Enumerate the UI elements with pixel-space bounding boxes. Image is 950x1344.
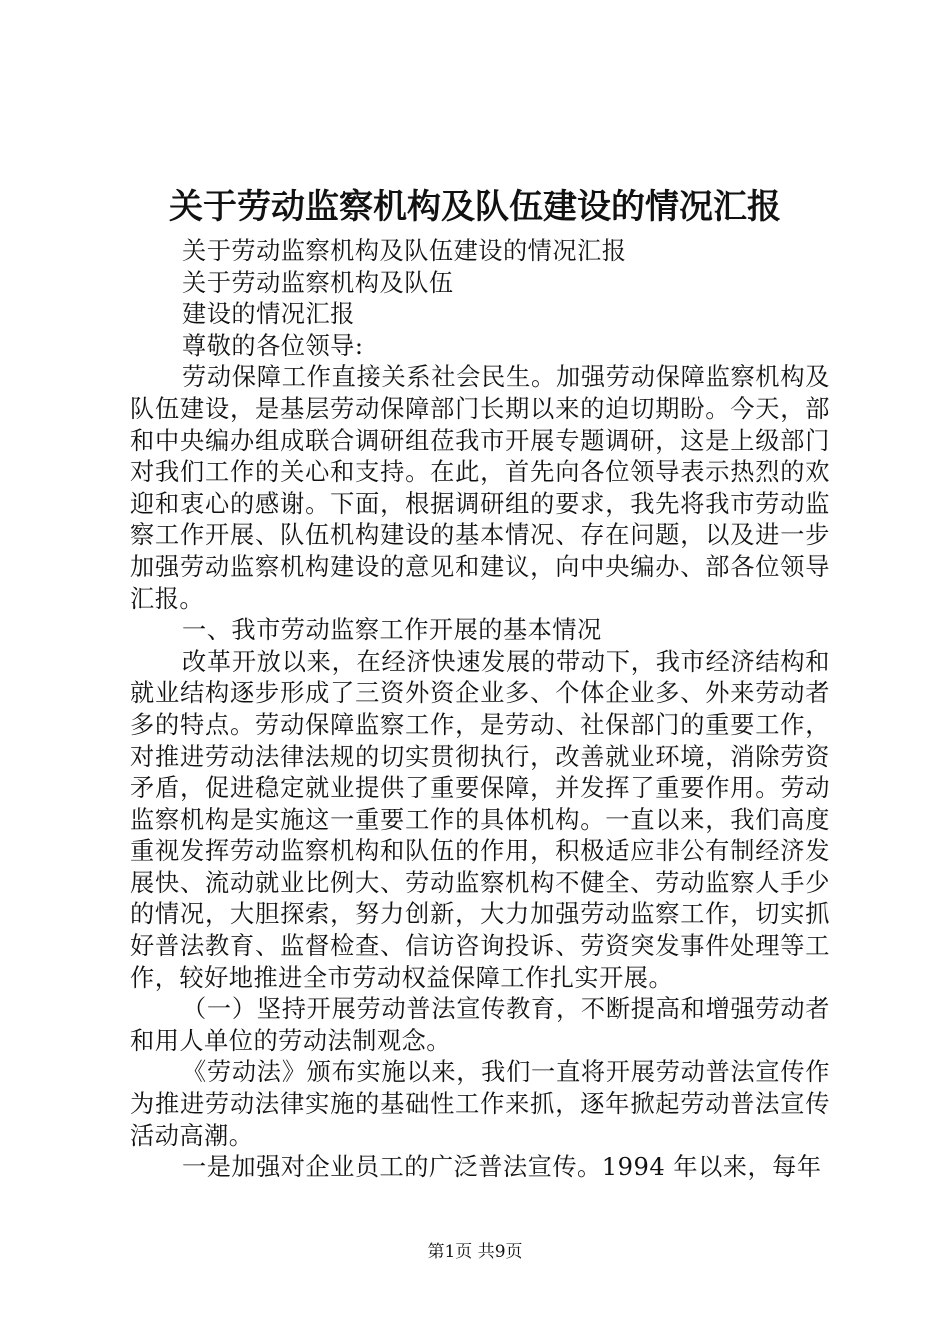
paragraph-salutation: 尊敬的各位领导: <box>182 331 364 360</box>
paragraph-heading-part-2: 建设的情况汇报 <box>182 300 355 329</box>
document-title: 关于劳动监察机构及队伍建设的情况汇报 <box>169 187 781 227</box>
paragraph-introduction: 劳动保障工作直接关系社会民生。加强劳动保障监察机构及队伍建设，是基层劳动保障部门长期以来的迫切期盼。今天，部和中央编办组成联合调研组莅我市开展专题调研，这是上级部门对我们工作的关心和支持。在此，首先向各位领导表示热烈的欢迎和衷心的感谢。下面，根据调研组的要求，我先将我市劳动监察工作开展、队伍机构建设的基本情况、存在问题，以及进一步加强劳动监察机构建设的意见和建议，向中央编办、部各位领导汇报。 <box>130 363 830 613</box>
paragraph-point-one: 一是加强对企业员工的广泛普法宣传。1994 年以来，每年 <box>182 1153 822 1182</box>
paragraph-labor-law: 《劳动法》颁布实施以来，我们一直将开展劳动普法宣传作为推进劳动法律实施的基础性工作来抓，逐年掀起劳动普法宣传活动高潮。 <box>130 1058 830 1150</box>
section-heading-1: 一、我市劳动监察工作开展的基本情况 <box>182 616 602 645</box>
paragraph-overview: 改革开放以来，在经济快速发展的带动下，我市经济结构和就业结构逐步形成了三资外资企业多、个体企业多、外来劳动者多的特点。劳动保障监察工作，是劳动、社保部门的重要工作，对推进劳动法律法规的切实贯彻执行，改善就业环境，消除劳资矛盾，促进稳定就业提供了重要保障，并发挥了重要作用。劳动监察机构是实施这一重要工作的具体机构。一直以来，我们高度重视发挥劳动监察机构和队伍的作用，积极适应非公有制经济发展快、流动就业比例大、劳动监察机构不健全、劳动监察人手少的情况，大胆探索，努力创新，大力加强劳动监察工作，切实抓好普法教育、监督检查、信访咨询投诉、劳资突发事件处理等工作，较好地推进全市劳动权益保障工作扎实开展。 <box>130 647 830 992</box>
document-body <box>130 236 830 1184</box>
paragraph-heading-repeat: 关于劳动监察机构及队伍建设的情况汇报 <box>182 237 627 265</box>
subsection-heading-1: （一）坚持开展劳动普法宣传教育，不断提高和增强劳动者和用人单位的劳动法制观念。 <box>130 995 830 1055</box>
paragraph-heading-part-1: 关于劳动监察机构及队伍 <box>182 268 454 297</box>
page-footer: 第1页 共9页 <box>427 1242 523 1262</box>
